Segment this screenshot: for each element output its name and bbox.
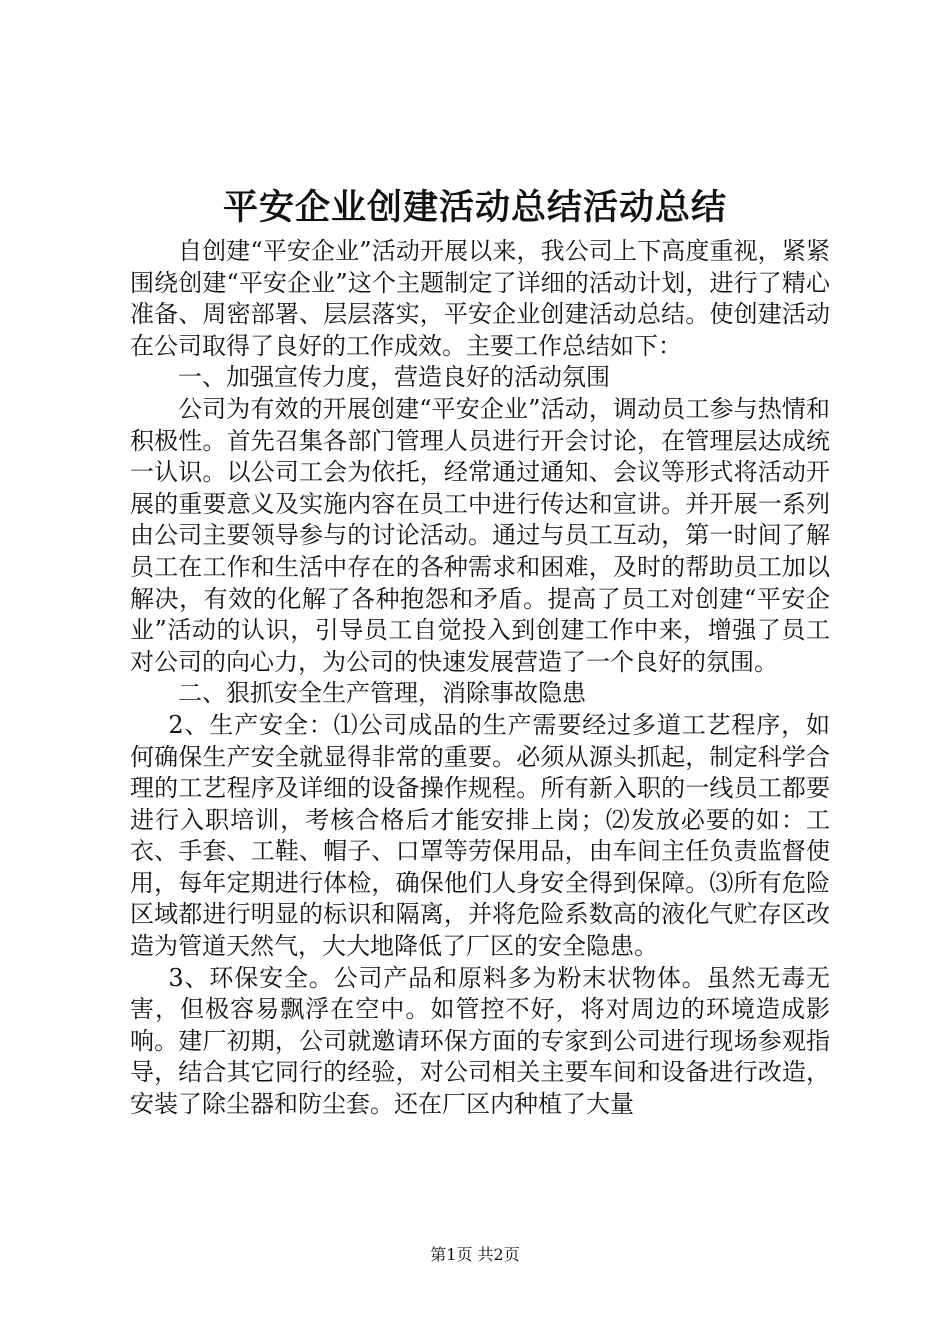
environmental-safety-paragraph: 3、环保安全。公司产品和原料多为粉末状物体。虽然无毒无害，但极容易飘浮在空中。如管控不好，将对周边的环境造成影响。建厂初期，公司就邀请环保方面的专家到公司进行现场参观指导，结合其它同行的经验，对公司相关主要车间和设备进行改造，安装了除尘器和防尘套。还在厂区内种植了大量	[130, 963, 830, 1119]
section-heading-2: 二、狠抓安全生产管理，消除事故隐患	[178, 679, 586, 708]
document-title: 平安企业创建活动总结活动总结	[222, 187, 727, 228]
document-body	[130, 236, 830, 1121]
section-1-paragraph: 公司为有效的开展创建“平安企业”活动，调动员工参与热情和积极性。首先召集各部门管理人员进行开会讨论，在管理层达成统一认识。以公司工会为依托，经常通过通知、会议等形式将活动开展的重要意义及实施内容在员工中进行传达和宣讲。并开展一系列由公司主要领导参与的讨论活动。通过与员工互动，第一时间了解员工在工作和生活中存在的各种需求和困难，及时的帮助员工加以解决，有效的化解了各种抱怨和矛盾。提高了员工对创建“平安企业”活动的认识，引导员工自觉投入到创建工作中来，增强了员工对公司的向心力，为公司的快速发展营造了一个良好的氛围。	[130, 394, 830, 676]
production-safety-paragraph: 2、生产安全：⑴公司成品的生产需要经过多道工艺程序，如何确保生产安全就显得非常的重要。必须从源头抓起，制定科学合理的工艺程序及详细的设备操作规程。所有新入职的一线员工都要进行入职培训，考核合格后才能安排上岗；⑵发放必要的如：工衣、手套、工鞋、帽子、口罩等劳保用品，由车间主任负责监督使用，每年定期进行体检，确保他们人身安全得到保障。⑶所有危险区域都进行明显的标识和隔离，并将危险系数高的液化气贮存区改造为管道天然气，大大地降低了厂区的安全隐患。	[130, 710, 830, 961]
page-footer: 第1页 共2页	[430, 1245, 520, 1264]
intro-paragraph: 自创建“平安企业”活动开展以来，我公司上下高度重视，紧紧围绕创建“平安企业”这个主题制定了详细的活动计划，进行了精心准备、周密部署、层层落实，平安企业创建活动总结。使创建活动在公司取得了良好的工作成效。主要工作总结如下：	[130, 237, 830, 360]
section-heading-1: 一、加强宣传力度，营造良好的活动氛围	[178, 363, 610, 392]
